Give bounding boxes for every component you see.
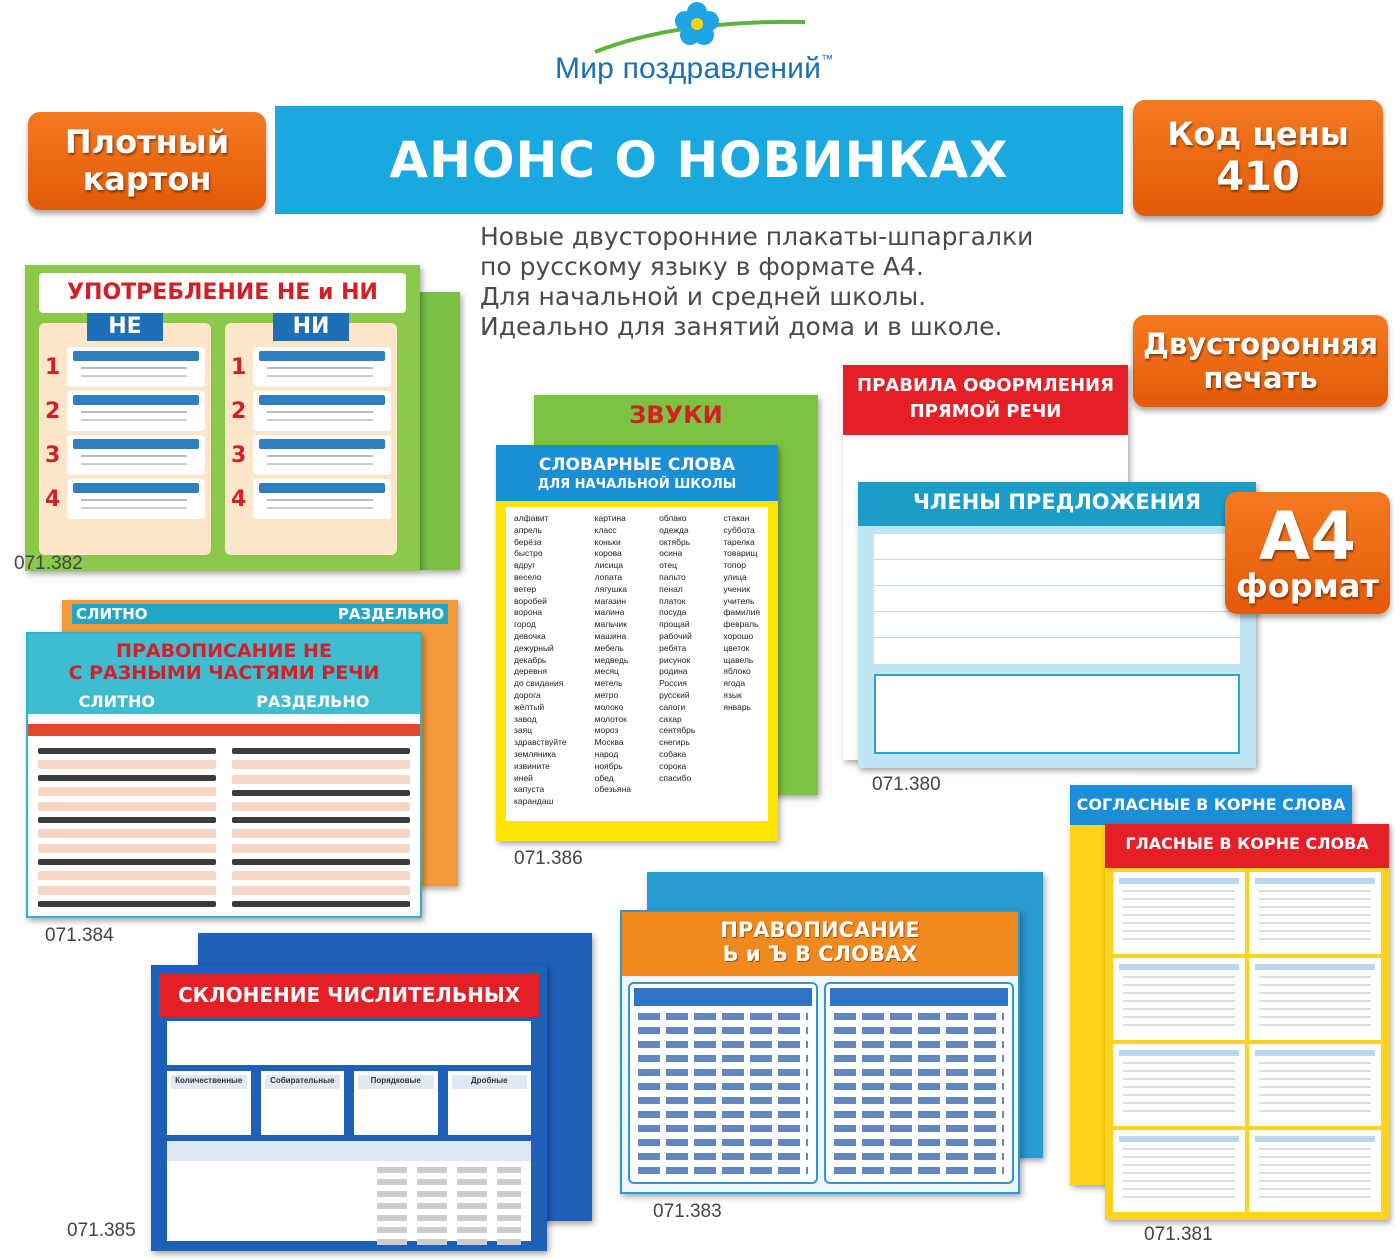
numeral-type: Дробные (448, 1071, 532, 1135)
members-table (874, 534, 1240, 664)
price-code-label: Код цены (1167, 114, 1349, 153)
separate-column (228, 742, 414, 906)
dictionary-word: весело (514, 571, 542, 582)
dictionary-word: товарищ (723, 548, 758, 559)
dictionary-word: здравствуйте (514, 737, 567, 748)
rule-row (45, 435, 205, 475)
dictionary-word: обезьяна (594, 784, 632, 795)
dictionary-word: ягода (723, 678, 746, 689)
trademark-sign: ™ (821, 52, 834, 66)
product-code: 071.384 (45, 925, 114, 946)
dictionary-word: воробей (514, 595, 547, 606)
poster-title-line1: СЛОВАРНЫЕ СЛОВА (538, 455, 736, 475)
numeral-type: Собирательные (261, 1071, 345, 1135)
dictionary-word: лягушка (594, 583, 627, 594)
dictionary-word: язык (723, 689, 742, 700)
dictionary-word: рабочий (659, 630, 692, 641)
dictionary-word: мебель (594, 642, 624, 653)
dictionary-word: отец (659, 560, 678, 571)
intro-line: по русскому языку в формате А4. (480, 252, 924, 281)
product-code: 071.385 (67, 1220, 136, 1241)
dictionary-word: платок (659, 595, 686, 606)
dictionary-word: снегирь (659, 737, 690, 748)
intro-line: Новые двусторонние плакаты-шпаргалки (480, 222, 1034, 251)
rule-box (67, 435, 205, 475)
back-title: СОГЛАСНЫЕ В КОРНЕ СЛОВА (1070, 785, 1352, 825)
dictionary-word: дежурный (514, 642, 554, 653)
dictionary-word: извините (514, 760, 550, 771)
double-print-badge (1133, 315, 1388, 407)
dictionary-word: корова (594, 548, 622, 559)
dictionary-word: Россия (659, 678, 687, 689)
rule-box (253, 391, 391, 431)
format-badge (1225, 492, 1390, 614)
double-print-line2: печать (1203, 361, 1318, 395)
ne-column (39, 314, 211, 555)
dictionary-word: ребята (659, 642, 687, 653)
dictionary-word: облако (659, 513, 687, 523)
price-code-value: 410 (1216, 154, 1300, 201)
back-right-label: РАЗДЕЛЬНО (337, 605, 444, 623)
dictionary-word: класс (594, 524, 617, 535)
poster-numerals[interactable] (151, 965, 547, 1251)
format-badge-label: формат (1236, 567, 1379, 605)
word-column (723, 513, 760, 815)
dictionary-word: девочка (514, 630, 546, 641)
ni-column-header: НИ (273, 313, 349, 341)
dictionary-word: спасибо (659, 772, 692, 783)
poster-title: ГЛАСНЫЕ В КОРНЕ СЛОВА (1125, 834, 1369, 853)
rule-number: 4 (231, 486, 247, 512)
poster-title-line2: ДЛЯ НАЧАЛЬНОЙ ШКОЛЫ (537, 477, 737, 492)
dictionary-word: одежда (659, 524, 689, 535)
dictionary-word: завод (514, 713, 537, 724)
dictionary-word: карандаш (514, 796, 554, 807)
ne-column-header: НЕ (87, 313, 163, 341)
ni-column (225, 314, 397, 555)
dictionary-word: суббота (723, 524, 755, 535)
back-title (843, 365, 1128, 435)
soft-sign-column (628, 982, 818, 1184)
poster-title-line2: С РАЗНЫМИ ЧАСТЯМИ РЕЧИ (68, 662, 380, 684)
material-badge (28, 112, 266, 210)
rule-box (67, 347, 205, 387)
rule-number: 3 (45, 442, 61, 468)
rule-row (45, 479, 205, 519)
intro-line: Идеально для занятий дома и в школе. (480, 312, 1003, 341)
dictionary-word: молоко (594, 701, 624, 712)
dictionary-word: октябрь (659, 536, 691, 547)
poster-root-vowels[interactable] (1105, 824, 1389, 1220)
poster-subheaders (28, 692, 420, 711)
dictionary-word: мороз (594, 725, 619, 736)
back-title: ЗВУКИ (629, 401, 723, 429)
rule-row (231, 347, 391, 387)
poster-title: СКЛОНЕНИЕ ЧИСЛИТЕЛЬНЫХ (177, 983, 521, 1007)
rule-number: 4 (45, 486, 61, 512)
dictionary-word: хорошо (723, 630, 754, 641)
dictionary-word: деревня (514, 666, 547, 677)
dictionary-word: мальчик (594, 619, 627, 630)
dictionary-word: до свидания (514, 678, 564, 689)
members-analysis-box (874, 674, 1240, 754)
dictionary-word: январь (723, 701, 751, 712)
dictionary-word: сахар (659, 713, 682, 724)
dictionary-word: апрель (514, 524, 542, 535)
dictionary-word: цветок (723, 642, 750, 653)
dictionary-word: метро (594, 689, 619, 700)
dictionary-word: родина (659, 666, 688, 677)
rule-box (253, 347, 391, 387)
poster-soft-hard-sign[interactable] (620, 910, 1020, 1194)
format-badge-size: А4 (1258, 498, 1356, 575)
product-code: 071.383 (653, 1201, 722, 1222)
brand-name: Мир поздравлений™ (555, 52, 834, 85)
dictionary-word: щавель (723, 654, 754, 665)
numeral-type: Количественные (167, 1071, 251, 1135)
price-code-badge (1133, 100, 1383, 216)
poster-title-line2: Ь и Ъ В СЛОВАХ (722, 942, 918, 966)
product-code: 071.381 (1144, 1224, 1213, 1245)
rule-number: 3 (231, 442, 247, 468)
double-print-line1: Двусторонняя (1142, 326, 1378, 361)
intro-text (480, 222, 1120, 342)
poster-ne-ni-back (420, 292, 460, 570)
word-column (659, 513, 695, 815)
rule-row (231, 479, 391, 519)
red-strip (28, 724, 420, 736)
rule-box (253, 479, 391, 519)
dictionary-word: дорога (514, 689, 541, 700)
dictionary-word: метель (594, 678, 623, 689)
dictionary-word: фамилия (723, 607, 760, 618)
after-sibilants-column (824, 982, 1014, 1184)
rule-row (45, 391, 205, 431)
poster-title-line1: ПРАВОПИСАНИЕ (720, 918, 920, 942)
back-title-line1: ПРАВИЛА ОФОРМЛЕНИЯ (857, 375, 1114, 396)
dictionary-word: сентябрь (659, 725, 696, 736)
rule-row (231, 391, 391, 431)
definition-box (167, 1021, 531, 1065)
dictionary-word: быстро (514, 548, 543, 559)
together-column (34, 742, 220, 906)
dictionary-word: улица (723, 571, 747, 582)
rule-number: 1 (45, 354, 61, 380)
dictionary-word: русский (659, 689, 690, 700)
separate-label: РАЗДЕЛЬНО (256, 692, 370, 711)
intro-line: Для начальной и средней школы. (480, 282, 927, 311)
poster-sentence-members[interactable] (858, 482, 1256, 768)
dictionary-word: иней (514, 772, 533, 783)
dictionary-word: рисунок (659, 654, 691, 665)
dictionary-word: пальто (659, 571, 686, 582)
dictionary-word: картина (594, 513, 626, 523)
rule-number: 1 (231, 354, 247, 380)
dictionary-word: машина (594, 630, 627, 641)
poster-dictionary-words[interactable] (496, 445, 778, 841)
dictionary-word: месяц (594, 666, 619, 677)
poster-ne-parts[interactable] (26, 632, 422, 918)
back-title-line2: ПРЯМОЙ РЕЧИ (909, 401, 1062, 422)
dictionary-word: ветер (514, 583, 537, 594)
dictionary-word: вдруг (514, 560, 536, 571)
dictionary-word: заяц (514, 725, 533, 736)
numeral-type: Порядковые (354, 1071, 438, 1135)
poster-title-line1: ПРАВОПИСАНИЕ НЕ (116, 640, 332, 662)
dictionary-word: декабрь (514, 654, 547, 665)
numeral-types (167, 1071, 531, 1135)
rule-box (67, 391, 205, 431)
dictionary-word: медведь (594, 654, 629, 665)
poster-title (496, 455, 778, 495)
vowel-grid (1113, 872, 1381, 1212)
poster-title (28, 640, 420, 684)
dictionary-word: ноябрь (594, 760, 623, 771)
flower-logo-icon (555, 0, 855, 60)
dictionary-word: магазин (594, 595, 627, 606)
dictionary-word: земляника (514, 748, 557, 759)
dictionary-word: берёза (514, 536, 542, 547)
dictionary-word: ворона (514, 607, 543, 618)
rule-row (45, 347, 205, 387)
dictionary-word: город (514, 619, 536, 630)
material-badge-line1: Плотный (64, 123, 230, 162)
together-label: СЛИТНО (78, 692, 155, 711)
dictionary-word: топор (723, 560, 746, 571)
page-title: АНОНС О НОВИНКАХ (389, 131, 1009, 189)
product-code: 071.386 (514, 848, 583, 869)
dictionary-word: лисица (594, 560, 623, 571)
product-code: 071.382 (14, 553, 83, 574)
dictionary-word: посуда (659, 607, 687, 618)
dictionary-word: февраль (723, 619, 759, 630)
rule-box (253, 435, 391, 475)
dictionary-word: жёлтый (514, 701, 545, 712)
dictionary-word: осина (659, 548, 683, 559)
product-code: 071.380 (872, 774, 941, 795)
dictionary-word: лопата (594, 571, 623, 582)
dictionary-word: яблоко (723, 666, 751, 677)
poster-title: УПОТРЕБЛЕНИЕ НЕ и НИ (39, 273, 406, 313)
material-badge-line2: картон (82, 160, 212, 198)
rule-row (231, 435, 391, 475)
dictionary-word: пенал (659, 583, 683, 594)
dictionary-word: сорока (659, 760, 687, 771)
word-column (595, 513, 631, 815)
dictionary-word: учитель (723, 595, 755, 606)
dictionary-word: ученик (723, 583, 750, 594)
dictionary-word: прощай (659, 619, 690, 630)
declension-table (167, 1141, 531, 1241)
dictionary-word: малина (594, 607, 625, 618)
dictionary-word: Москва (594, 737, 624, 748)
dictionary-word: сапоги (659, 701, 686, 712)
dictionary-word: собака (659, 748, 687, 759)
brand-logo[interactable] (555, 0, 855, 100)
dictionary-word: обед (594, 772, 614, 783)
announcement-banner (275, 106, 1123, 214)
dictionary-word: народ (594, 748, 619, 759)
word-column (514, 513, 567, 815)
back-left-label: СЛИТНО (76, 605, 148, 623)
dictionary-word: молоток (594, 713, 627, 724)
rule-box (67, 479, 205, 519)
rule-number: 2 (231, 398, 247, 424)
rule-number: 2 (45, 398, 61, 424)
word-list (506, 507, 768, 821)
dictionary-word: стакан (723, 513, 750, 523)
poster-ne-ni[interactable] (25, 265, 420, 571)
dictionary-word: коньки (594, 536, 621, 547)
dictionary-word: тарелка (723, 536, 755, 547)
poster-title (622, 918, 1018, 966)
dictionary-word: капуста (514, 784, 545, 795)
poster-title: ЧЛЕНЫ ПРЕДЛОЖЕНИЯ (912, 490, 1202, 514)
dictionary-word: алфавит (514, 513, 549, 523)
